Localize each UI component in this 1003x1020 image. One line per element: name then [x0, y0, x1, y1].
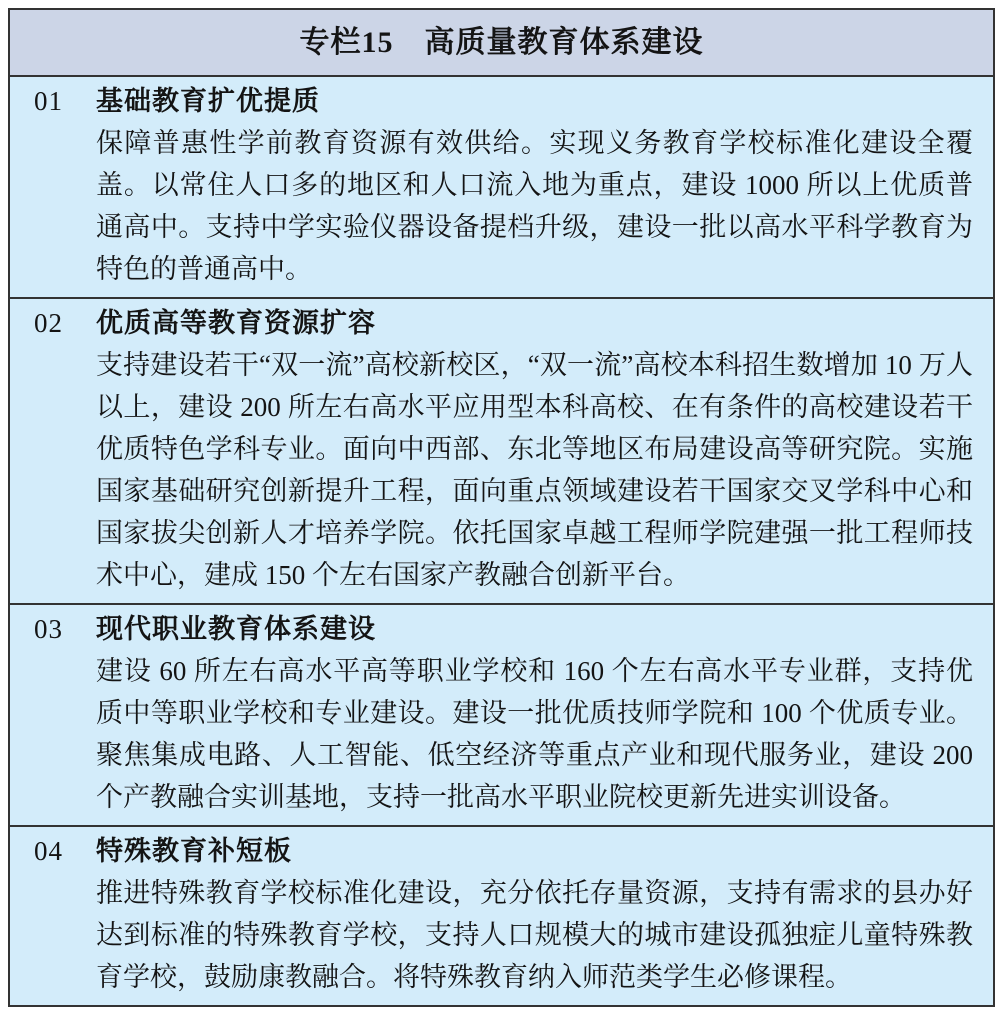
section-title: 优质高等教育资源扩容	[96, 308, 376, 338]
section-heading	[10, 80, 993, 122]
section-heading	[10, 608, 993, 650]
panel-title: 专栏15 高质量教育体系建设	[299, 26, 704, 59]
section-number: 01	[34, 86, 63, 116]
section-body: 推进特殊教育学校标准化建设，充分依托存量资源，支持有需求的县办好达到标准的特殊教育学校，支持人口规模大的城市建设孤独症儿童特殊教育学校，鼓励康教融合。将特殊教育纳入师范类学生必修课程。	[96, 878, 973, 992]
section-number: 03	[34, 614, 63, 644]
section-body: 保障普惠性学前教育资源有效供给。实现义务教育学校标准化建设全覆盖。以常住人口多的地区和人口流入地为重点，建设 1000 所以上优质普通高中。支持中学实验仪器设备提档升级，建设一批以高水平科学教育为特色的普通高中。	[96, 128, 973, 284]
section-title: 基础教育扩优提质	[96, 86, 320, 116]
section-title: 现代职业教育体系建设	[96, 614, 376, 644]
panel-header	[10, 10, 993, 77]
section-special-education	[10, 825, 993, 1005]
section-number: 04	[34, 836, 63, 866]
section-body: 建设 60 所左右高水平高等职业学校和 160 个左右高水平专业群，支持优质中等职业学校和专业建设。建设一批优质技师学院和 100 个优质专业。聚焦集成电路、人工智能、低空经济等重点产业和现代服务业，建设 200 个产教融合实训基地，支持一批高水平职业院校更新先进实训设备。	[96, 656, 973, 812]
section-body: 支持建设若干“双一流”高校新校区，“双一流”高校本科招生数增加 10 万人以上，建设 200 所左右高水平应用型本科高校、在有条件的高校建设若干优质特色学科专业。面向中西部、东北等地区布局建设高等研究院。实施国家基础研究创新提升工程，面向重点领域建设若干国家交叉学科中心和国家拔尖创新人才培养学院。依托国家卓越工程师学院建强一批工程师技术中心，建成 150 个左右国家产教融合创新平台。	[96, 350, 973, 590]
section-heading	[10, 302, 993, 344]
section-number: 02	[34, 308, 63, 338]
section-basic-education	[10, 77, 993, 297]
section-title: 特殊教育补短板	[96, 836, 292, 866]
column-panel	[8, 8, 995, 1007]
section-heading	[10, 830, 993, 872]
section-vocational-education	[10, 603, 993, 825]
section-higher-education	[10, 297, 993, 603]
